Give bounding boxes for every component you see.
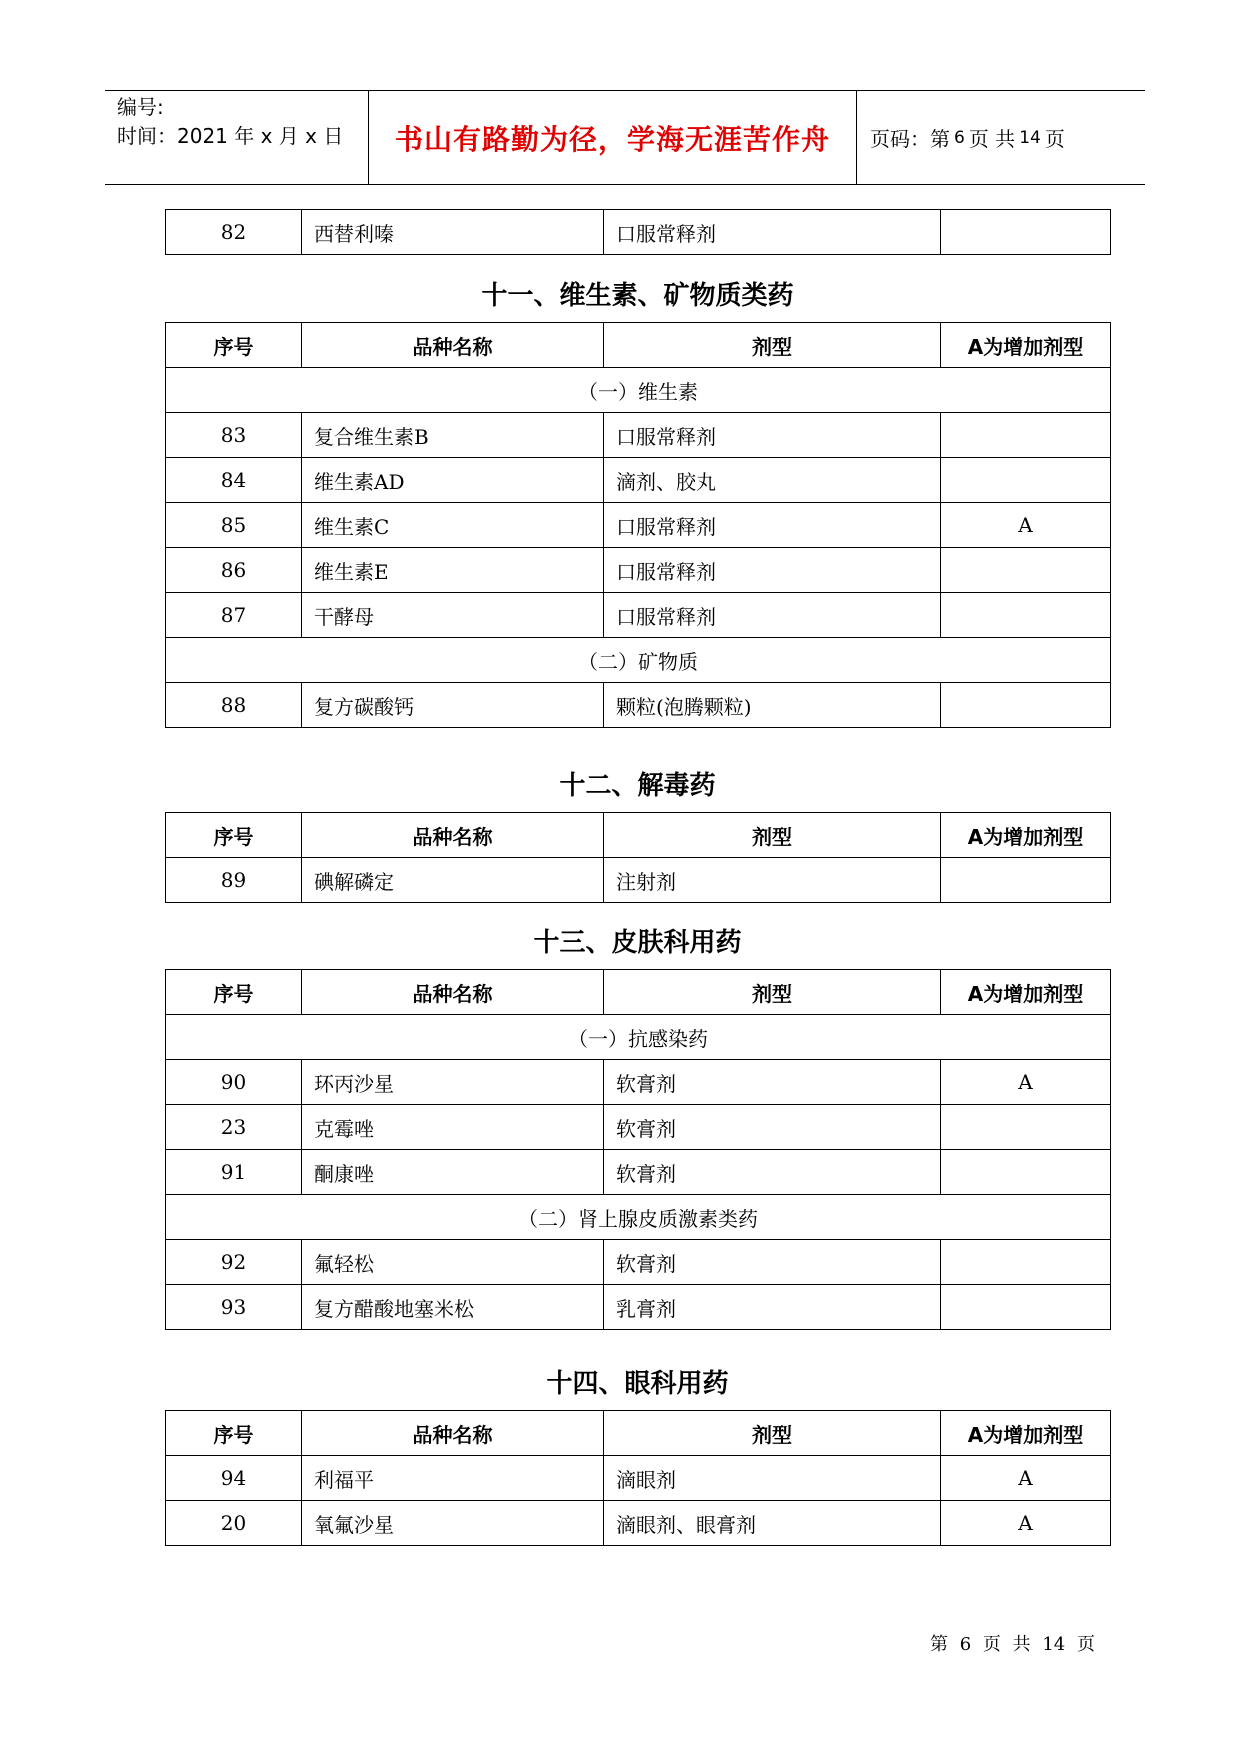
page-footer: 第 6 页 共 14 页 <box>930 1634 1095 1655</box>
col-header-name: 品种名称 <box>302 970 604 1015</box>
section-title-12: 十二、解毒药 <box>559 771 716 801</box>
added-form-mark <box>941 593 1111 638</box>
dosage-form: 乳膏剂 <box>604 1285 941 1330</box>
row-number: 23 <box>166 1105 302 1150</box>
drug-name: 维生素E <box>302 548 604 593</box>
col-header-added: A为增加剂型 <box>941 813 1111 858</box>
row-number: 83 <box>166 413 302 458</box>
table-row <box>166 1060 1111 1105</box>
col-header-form: 剂型 <box>604 813 941 858</box>
section-title-13: 十三、皮肤科用药 <box>533 928 742 958</box>
table-row <box>166 413 1111 458</box>
time-label: 时间：2021 年 x 月 x 日 <box>117 124 344 148</box>
subsection-label: （二）肾上腺皮质激素类药 <box>166 1195 1111 1240</box>
drug-name: 酮康唑 <box>302 1150 604 1195</box>
row-number: 90 <box>166 1060 302 1105</box>
page-suffix: 页 <box>1044 127 1065 151</box>
col-header-added: A为增加剂型 <box>941 1411 1111 1456</box>
drug-name: 利福平 <box>302 1456 604 1501</box>
table-row <box>166 548 1111 593</box>
continuation-table <box>165 209 1111 255</box>
table-row <box>166 1105 1111 1150</box>
table-row <box>166 210 1111 255</box>
dosage-form: 口服常释剂 <box>604 548 941 593</box>
row-number: 94 <box>166 1456 302 1501</box>
table-row <box>166 1150 1111 1195</box>
page-mid: 页 共 <box>968 127 1016 151</box>
added-form-mark <box>941 858 1111 903</box>
dosage-form: 口服常释剂 <box>604 593 941 638</box>
drug-name: 氟轻松 <box>302 1240 604 1285</box>
col-header-name: 品种名称 <box>302 813 604 858</box>
table-row <box>166 458 1111 503</box>
table-header-row <box>166 1411 1111 1456</box>
drug-name: 环丙沙星 <box>302 1060 604 1105</box>
row-number: 87 <box>166 593 302 638</box>
subsection-label: （一）维生素 <box>166 368 1111 413</box>
section-title-11: 十一、维生素、矿物质类药 <box>481 281 794 311</box>
added-form-mark: A <box>941 1456 1111 1501</box>
row-number: 82 <box>166 210 302 255</box>
header-meta <box>117 93 367 151</box>
dosage-form: 注射剂 <box>604 858 941 903</box>
added-form-mark: A <box>941 1060 1111 1105</box>
col-header-form: 剂型 <box>604 1411 941 1456</box>
added-form-mark <box>941 1150 1111 1195</box>
dosage-form: 软膏剂 <box>604 1150 941 1195</box>
dosage-form: 滴眼剂 <box>604 1456 941 1501</box>
added-form-mark <box>941 1285 1111 1330</box>
col-header-form: 剂型 <box>604 323 941 368</box>
dosage-form: 口服常释剂 <box>604 503 941 548</box>
table-section-14 <box>165 1410 1111 1546</box>
drug-name: 维生素AD <box>302 458 604 503</box>
col-header-name: 品种名称 <box>302 1411 604 1456</box>
table-row <box>166 1456 1111 1501</box>
col-header-no: 序号 <box>166 970 302 1015</box>
drug-name: 氧氟沙星 <box>302 1501 604 1546</box>
row-number: 85 <box>166 503 302 548</box>
dosage-form: 颗粒(泡腾颗粒) <box>604 683 941 728</box>
added-form-mark: A <box>941 503 1111 548</box>
serial-label: 编号: <box>117 95 164 119</box>
row-number: 20 <box>166 1501 302 1546</box>
col-header-no: 序号 <box>166 323 302 368</box>
table-header-row <box>166 813 1111 858</box>
table-header-row <box>166 970 1111 1015</box>
row-number: 91 <box>166 1150 302 1195</box>
added-form-mark <box>941 1240 1111 1285</box>
dosage-form: 软膏剂 <box>604 1105 941 1150</box>
added-form-mark <box>941 548 1111 593</box>
table-header-row <box>166 323 1111 368</box>
row-number: 89 <box>166 858 302 903</box>
col-header-no: 序号 <box>166 1411 302 1456</box>
page-header <box>105 90 1145 185</box>
drug-name: 维生素C <box>302 503 604 548</box>
col-header-added: A为增加剂型 <box>941 970 1111 1015</box>
drug-name: 克霉唑 <box>302 1105 604 1150</box>
added-form-mark <box>941 458 1111 503</box>
table-row <box>166 503 1111 548</box>
header-page-info <box>870 91 1065 184</box>
dosage-form: 软膏剂 <box>604 1240 941 1285</box>
dosage-form: 口服常释剂 <box>604 413 941 458</box>
table-row <box>166 858 1111 903</box>
col-header-form: 剂型 <box>604 970 941 1015</box>
dosage-form: 软膏剂 <box>604 1060 941 1105</box>
drug-name: 复方醋酸地塞米松 <box>302 1285 604 1330</box>
drug-name: 复合维生素B <box>302 413 604 458</box>
table-section-12 <box>165 812 1111 903</box>
col-header-added: A为增加剂型 <box>941 323 1111 368</box>
dosage-form: 滴眼剂、眼膏剂 <box>604 1501 941 1546</box>
dosage-form: 滴剂、胶丸 <box>604 458 941 503</box>
subsection-label: （二）矿物质 <box>166 638 1111 683</box>
row-number: 92 <box>166 1240 302 1285</box>
table-row <box>166 683 1111 728</box>
table-section-11 <box>165 322 1111 728</box>
added-form-mark <box>941 210 1111 255</box>
drug-name: 碘解磷定 <box>302 858 604 903</box>
header-motto: 书山有路勤为径，学海无涯苦作舟 <box>368 91 857 184</box>
table-row <box>166 1285 1111 1330</box>
subsection-row <box>166 638 1111 683</box>
row-number: 88 <box>166 683 302 728</box>
col-header-no: 序号 <box>166 813 302 858</box>
added-form-mark <box>941 1105 1111 1150</box>
table-section-13 <box>165 969 1111 1330</box>
added-form-mark <box>941 683 1111 728</box>
row-number: 86 <box>166 548 302 593</box>
table-row <box>166 1501 1111 1546</box>
subsection-label: （一）抗感染药 <box>166 1015 1111 1060</box>
subsection-row <box>166 1195 1111 1240</box>
table-row <box>166 593 1111 638</box>
added-form-mark: A <box>941 1501 1111 1546</box>
row-number: 93 <box>166 1285 302 1330</box>
row-number: 84 <box>166 458 302 503</box>
drug-name: 西替利嗪 <box>302 210 604 255</box>
drug-name: 干酵母 <box>302 593 604 638</box>
table-row <box>166 1240 1111 1285</box>
page-number: 6 <box>954 127 965 148</box>
subsection-row <box>166 1015 1111 1060</box>
page-total: 14 <box>1019 127 1041 148</box>
drug-name: 复方碳酸钙 <box>302 683 604 728</box>
subsection-row <box>166 368 1111 413</box>
page-prefix: 页码：第 <box>870 127 950 151</box>
col-header-name: 品种名称 <box>302 323 604 368</box>
section-title-14: 十四、眼科用药 <box>546 1369 729 1399</box>
added-form-mark <box>941 413 1111 458</box>
dosage-form: 口服常释剂 <box>604 210 941 255</box>
